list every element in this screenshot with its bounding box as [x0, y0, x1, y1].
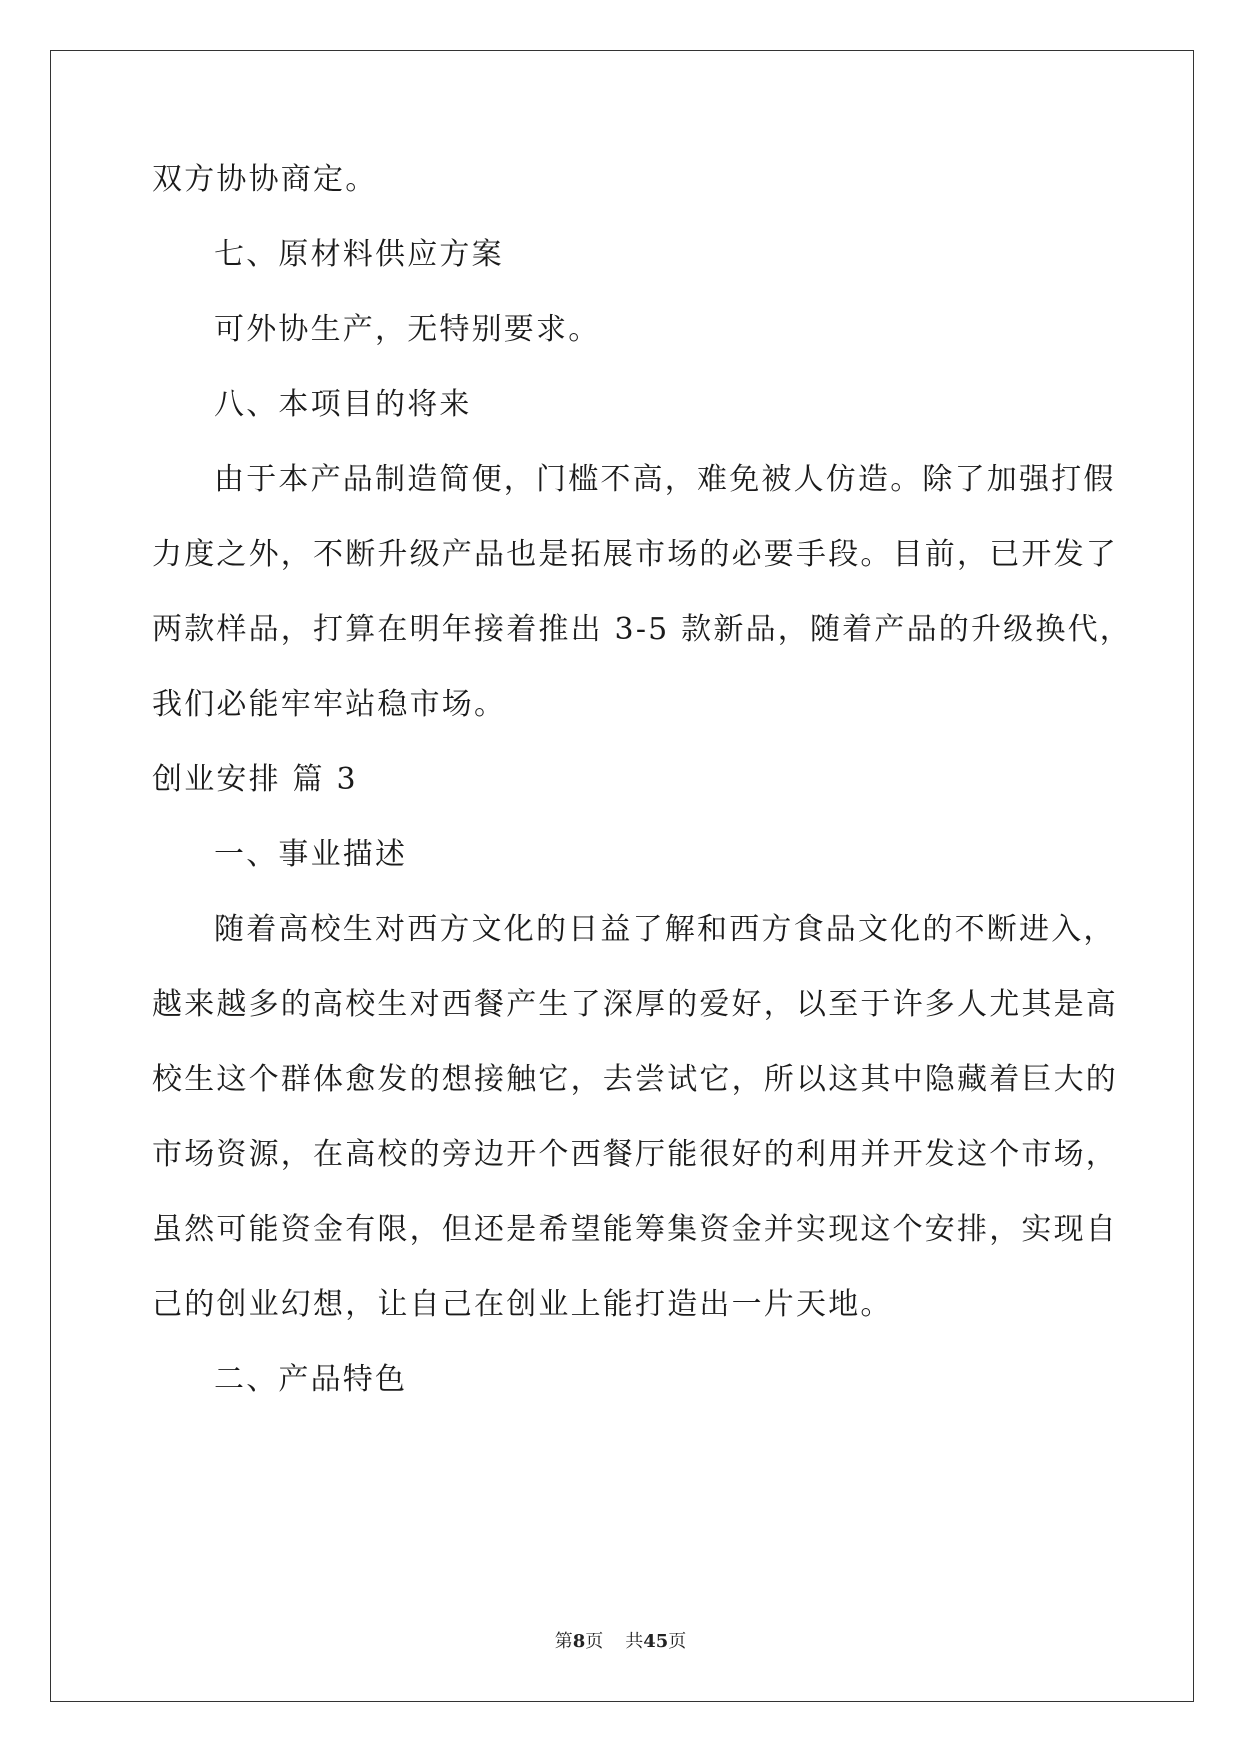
text-line: 两款样品，打算在明年接着推出 3-5 款新品，随着产品的升级换代， [152, 612, 1132, 647]
text-line: 虽然可能资金有限，但还是希望能筹集资金并实现这个安排，实现自 [152, 1212, 1118, 1247]
article-title: 创业安排 篇 3 [152, 762, 358, 797]
page-suffix: 页 [585, 1631, 604, 1652]
page-prefix: 第 [554, 1631, 573, 1652]
section-heading: 七、原材料供应方案 [214, 237, 504, 272]
section-heading: 二、产品特色 [214, 1362, 408, 1397]
page-border [50, 50, 1194, 1702]
page-footer [0, 1632, 1241, 1652]
text-line: 市场资源，在高校的旁边开个西餐厅能很好的利用并开发这个市场， [152, 1137, 1118, 1172]
total-pages: 45 [643, 1631, 669, 1652]
text-line: 己的创业幻想，让自己在创业上能打造出一片天地。 [152, 1287, 893, 1322]
page-number: 8 [572, 1631, 586, 1652]
text-line: 我们必能牢牢站稳市场。 [152, 687, 507, 722]
text-line: 力度之外，不断升级产品也是拓展市场的必要手段。目前，已开发了 [152, 537, 1118, 572]
text-line: 可外协生产，无特别要求。 [214, 312, 601, 347]
section-heading: 一、事业描述 [214, 837, 408, 872]
text-line: 校生这个群体愈发的想接触它，去尝试它，所以这其中隐藏着巨大的 [152, 1062, 1118, 1097]
total-prefix: 共 [625, 1631, 644, 1652]
section-heading: 八、本项目的将来 [214, 387, 472, 422]
text-line: 双方协协商定。 [152, 162, 378, 197]
text-line: 由于本产品制造简便，门槛不高，难免被人仿造。除了加强打假 [214, 462, 1116, 497]
total-suffix: 页 [668, 1631, 687, 1652]
text-line: 越来越多的高校生对西餐产生了深厚的爱好，以至于许多人尤其是高 [152, 987, 1118, 1022]
text-line: 随着高校生对西方文化的日益了解和西方食品文化的不断进入， [214, 912, 1116, 947]
